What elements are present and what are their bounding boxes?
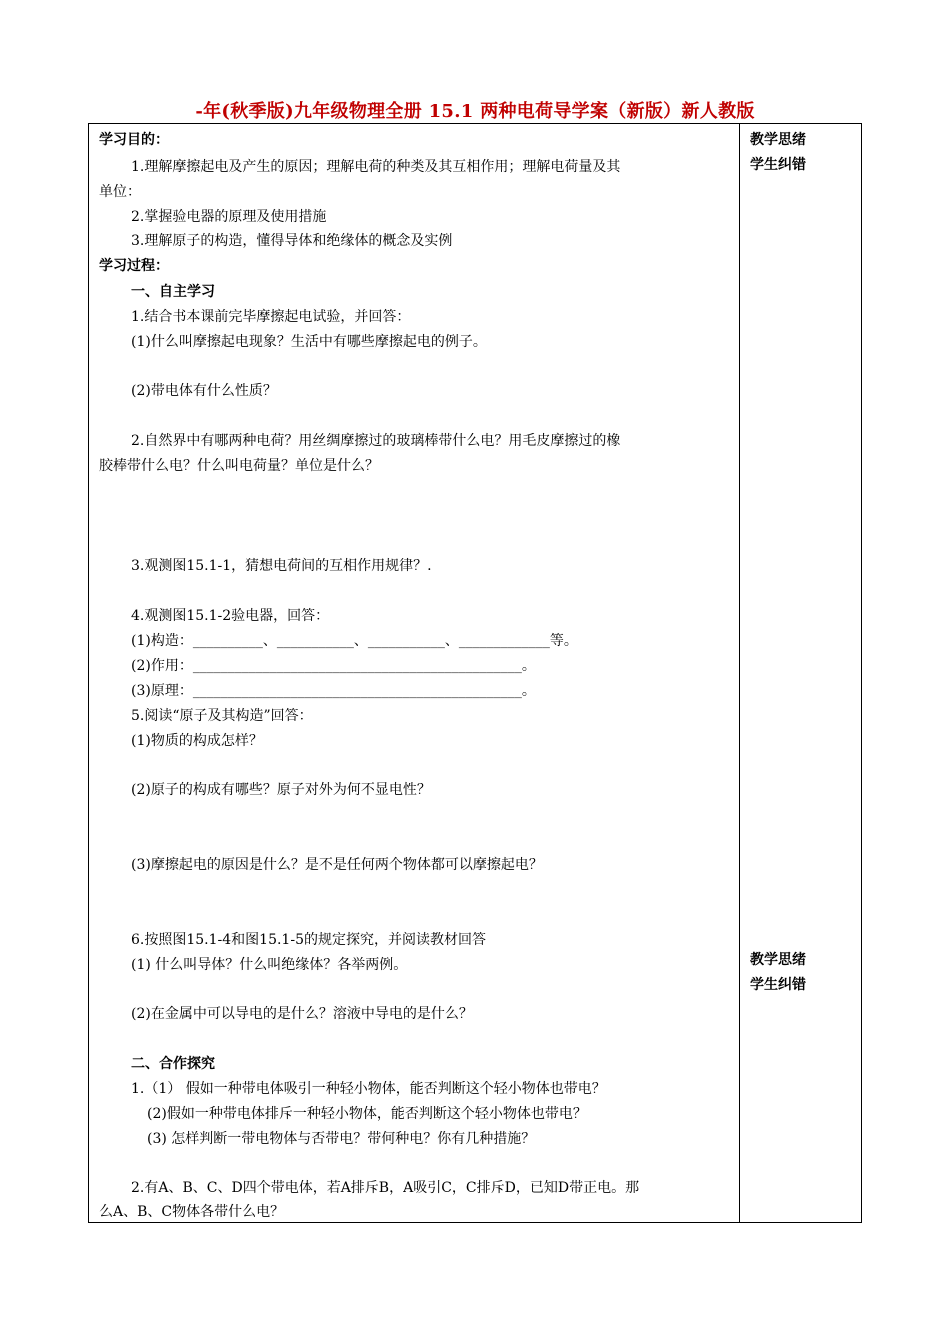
- question-4-principle: (3)原理：_______________________________________________。: [131, 683, 536, 699]
- goal-item-1-cont: 单位：: [99, 184, 141, 200]
- question-5: 5.阅读“原子及其构造”回答：: [131, 708, 313, 724]
- question-4-function: (2)作用：_______________________________________________。: [131, 658, 536, 674]
- coop-question-1-b: (2)假如一种带电体排斥一种轻小物体，能否判断这个轻小物体也带电？: [147, 1106, 587, 1122]
- question-5-c: (3)摩擦起电的原因是什么？是不是任何两个物体都可以摩擦起电？: [131, 857, 543, 873]
- coop-question-1-a: 1.（1） 假如一种带电体吸引一种轻小物体，能否判断这个轻小物体也带电？: [131, 1081, 606, 1097]
- side-label-teaching-ideas: 教学思绪: [750, 132, 806, 148]
- question-5-a: (1)物质的构成怎样？: [131, 733, 263, 749]
- goal-item-2: 2.掌握验电器的原理及使用措施: [131, 209, 327, 225]
- question-6-a: (1) 什么叫导体？什么叫绝缘体？各举两例。: [131, 957, 408, 973]
- question-4-structure: (1)构造：__________、___________、___________、_____________等。: [131, 633, 578, 649]
- question-6-b: (2)在金属中可以导电的是什么？溶液中导电的是什么？: [131, 1006, 473, 1022]
- side-label-corrections-2: 学生纠错: [750, 977, 806, 993]
- coop-question-2-cont: 么A、B、C物体各带什么电？: [99, 1204, 285, 1220]
- question-5-b: (2)原子的构成有哪些？原子对外为何不显电性？: [131, 782, 431, 798]
- document-title: -年(秋季版)九年级物理全册 15.1 两种电荷导学案（新版）新人教版: [195, 101, 755, 122]
- side-label-corrections: 学生纠错: [750, 157, 806, 173]
- side-label-teaching-ideas-2: 教学思绪: [750, 952, 806, 968]
- main-cell: [89, 124, 739, 1222]
- question-6: 6.按照图15.1-4和图15.1-5的规定探究，并阅读教材回答: [131, 932, 486, 948]
- goal-item-3: 3.理解原子的构造，懂得导体和绝缘体的概念及实例: [131, 233, 453, 249]
- coop-question-2: 2.有A、B、C、D四个带电体，若A排斥B，A吸引C，C排斥D，已知D带正电。那: [131, 1180, 640, 1196]
- question-2-cont: 胶棒带什么电？什么叫电荷量？单位是什么？: [99, 458, 379, 474]
- question-3: 3.观测图15.1-1，猜想电荷间的互相作用规律？.: [131, 558, 432, 574]
- goal-heading: 学习目的：: [99, 132, 169, 148]
- goal-item-1: 1.理解摩擦起电及产生的原因；理解电荷的种类及其互相作用；理解电荷量及其: [131, 159, 621, 175]
- cooperation-heading: 二、合作探究: [131, 1056, 215, 1072]
- question-1: 1.结合书本课前完毕摩擦起电试验，并回答：: [131, 309, 411, 325]
- side-notes-cell: [740, 124, 861, 1222]
- question-4: 4.观测图15.1-2验电器，回答：: [131, 608, 330, 624]
- coop-question-1-c: (3) 怎样判断一带电物体与否带电？带何种电？你有几种措施？: [147, 1131, 536, 1147]
- process-heading: 学习过程：: [99, 258, 169, 274]
- worksheet-table: [88, 123, 862, 1223]
- question-2: 2.自然界中有哪两种电荷？用丝绸摩擦过的玻璃棒带什么电？用毛皮摩擦过的橡: [131, 433, 621, 449]
- question-1-a: (1)什么叫摩擦起电现象？生活中有哪些摩擦起电的例子。: [131, 334, 487, 350]
- self-study-heading: 一、自主学习: [131, 284, 215, 300]
- question-1-b: (2)带电体有什么性质？: [131, 383, 277, 399]
